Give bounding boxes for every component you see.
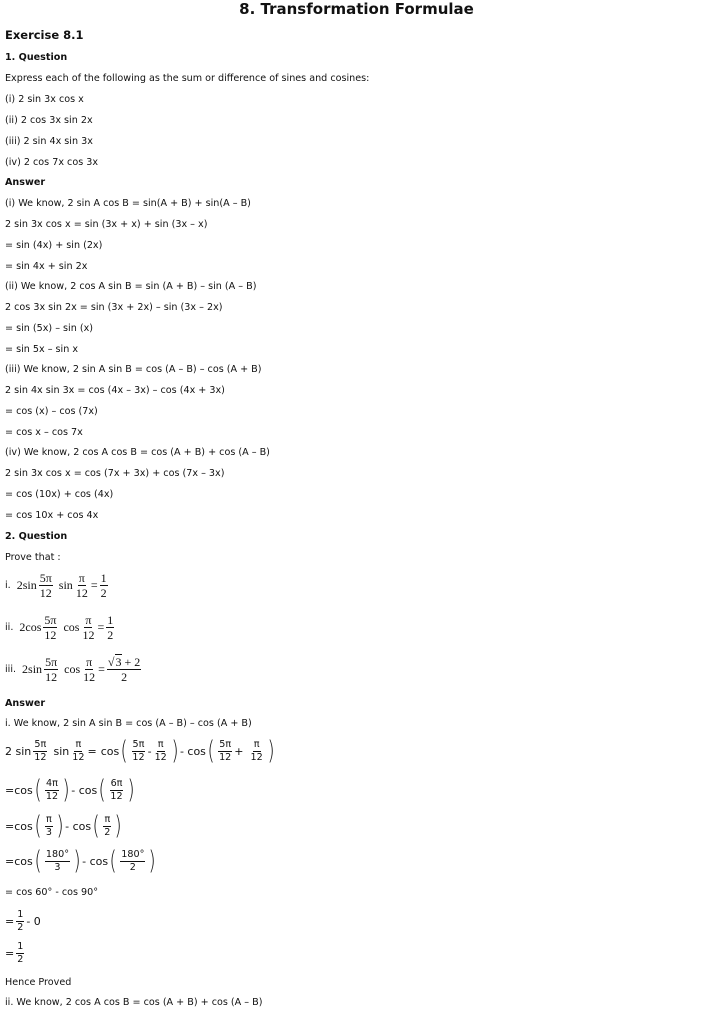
derivation-step-3: =cos ( π 3 ) - cos ( π 2 ): [5, 811, 123, 841]
answer-line: (iii) We know, 2 sin A sin B = cos (A – B) – cos (A + B): [5, 364, 262, 375]
answer-line: ii. We know, 2 cos A cos B = cos (A + B) + cos (A – B): [5, 997, 263, 1008]
q1-part: (i) 2 sin 3x cos x: [5, 94, 84, 105]
answer-line: 2 sin 3x cos x = cos (7x + 3x) + cos (7x – 3x): [5, 468, 225, 479]
answer-line: = cos 10x + cos 4x: [5, 510, 99, 521]
q2-heading: 2. Question: [5, 531, 68, 542]
answer-line: = cos x – cos 7x: [5, 427, 83, 438]
answer-line: = cos (x) – cos (7x): [5, 406, 98, 417]
answer-line: = sin (5x) – sin (x): [5, 323, 94, 334]
q1-prompt: Express each of the following as the sum or difference of sines and cosines:: [5, 73, 370, 84]
answer-line: = cos (10x) + cos (4x): [5, 489, 114, 500]
q2-answer-heading: Answer: [5, 698, 46, 709]
page-title: 8. Transformation Formulae: [239, 0, 474, 18]
derivation-step-7: = 1 2: [5, 941, 24, 965]
answer-line: (ii) We know, 2 cos A sin B = sin (A + B) – sin (A – B): [5, 281, 257, 292]
q2-label: ii.: [5, 622, 14, 633]
q1-part: (ii) 2 cos 3x sin 2x: [5, 115, 93, 126]
answer-line: = sin (4x) + sin (2x): [5, 240, 103, 251]
answer-line: (iv) We know, 2 cos A cos B = cos (A + B) + cos (A – B): [5, 447, 270, 458]
derivation-step-2: =cos ( 4π 12 ) - cos ( 6π 12 ): [5, 775, 135, 805]
q1-heading: 1. Question: [5, 52, 68, 63]
answer-line: 2 sin 3x cos x = sin (3x + x) + sin (3x – x): [5, 219, 208, 230]
hence-proved: Hence Proved: [5, 977, 72, 988]
q2-statement-iii: iii. 2sin $\frac{5\pi}{12}$ cos $\frac{\pi}{12}$ = $\frac{√3 + 2}{2}$: [5, 655, 141, 684]
q2-statement-i: i. 2sin $\frac{5\pi}{12}$ sin $\frac{\pi}{12}$ = $\frac{1}{2}$: [5, 571, 107, 600]
q2-prompt: Prove that :: [5, 552, 61, 563]
answer-line: i. We know, 2 sin A sin B = cos (A – B) – cos (A + B): [5, 718, 252, 729]
answer-line: 2 cos 3x sin 2x = sin (3x + 2x) – sin (3x – 2x): [5, 302, 223, 313]
derivation-step-6: = 1 2 - 0: [5, 909, 41, 933]
q2-label: iii.: [5, 664, 17, 675]
derivation-step-1: 2 sin 5π 12 sin π 12 = cos ( 5π 12 - π 12 ) - cos ( 5π 12 + π 12 ): [5, 736, 275, 766]
answer-line: = sin 4x + sin 2x: [5, 261, 88, 272]
derivation-step-5: = cos 60° - cos 90°: [5, 887, 99, 898]
q2-statement-ii: ii. 2cos $\frac{5\pi}{12}$ cos $\frac{\pi}{12}$ = $\frac{1}{2}$: [5, 613, 114, 642]
answer-line: = sin 5x – sin x: [5, 344, 79, 355]
exercise-heading: Exercise 8.1: [5, 28, 84, 42]
answer-line: (i) We know, 2 sin A cos B = sin(A + B) + sin(A – B): [5, 198, 251, 209]
derivation-step-4: =cos ( 180° 3 ) - cos ( 180° 2 ): [5, 846, 157, 876]
q1-part: (iv) 2 cos 7x cos 3x: [5, 157, 99, 168]
q2-label: i.: [5, 580, 11, 591]
answer-line: 2 sin 4x sin 3x = cos (4x – 3x) – cos (4x + 3x): [5, 385, 225, 396]
q1-answer-heading: Answer: [5, 177, 46, 188]
q1-part: (iii) 2 sin 4x sin 3x: [5, 136, 93, 147]
